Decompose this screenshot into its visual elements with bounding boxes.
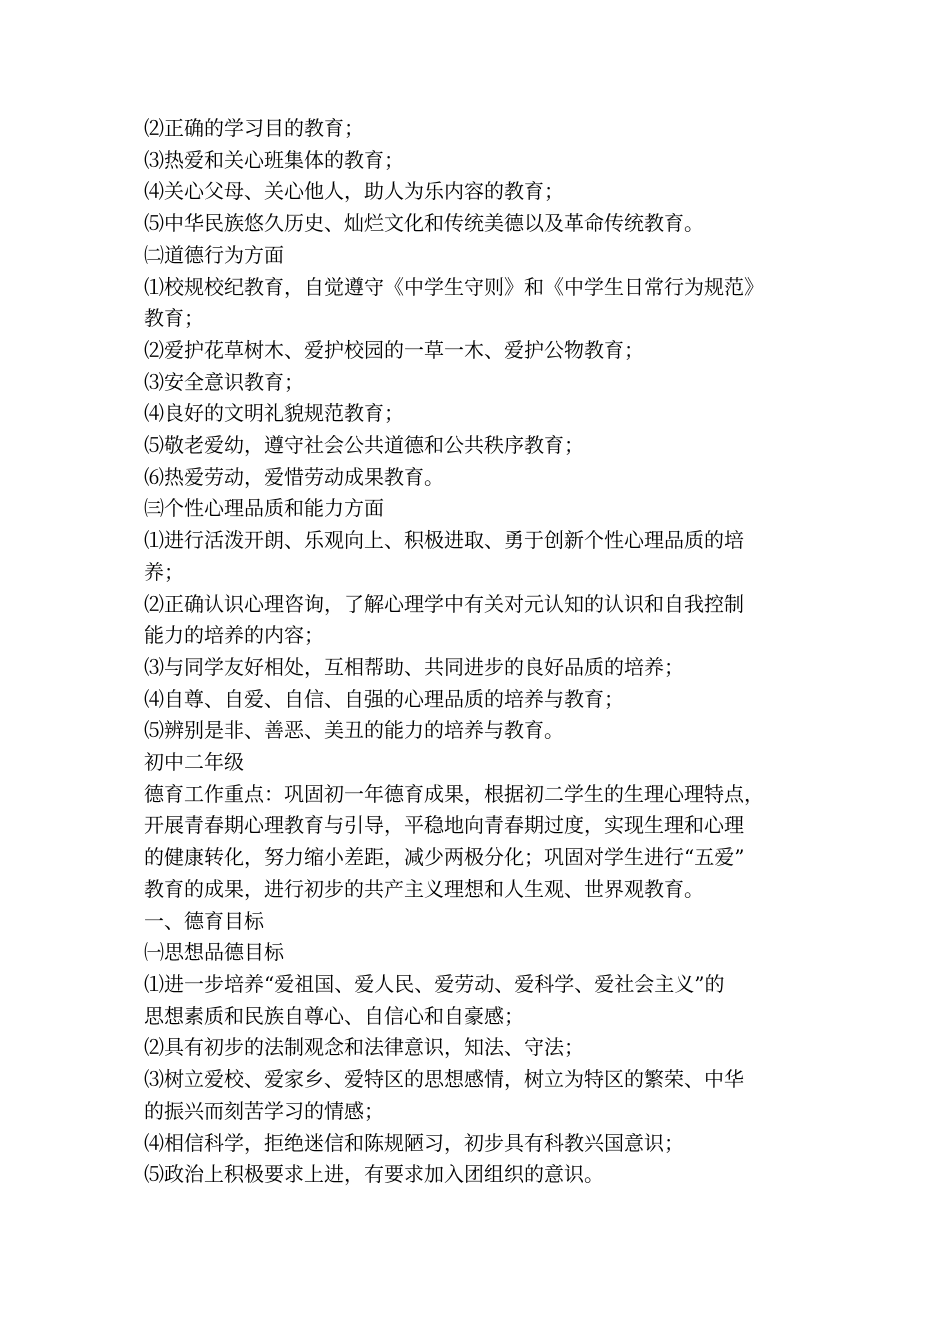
text-line: ⑵爱护花草树木、爱护校园的一草一木、爱护公物教育；: [144, 337, 644, 362]
text-line: ⑶热爱和关心班集体的教育；: [144, 147, 404, 172]
text-line: ⑷关心父母、关心他人，助人为乐内容的教育；: [144, 179, 564, 204]
text-line: 教育的成果，进行初步的共产主义理想和人生观、世界观教育。: [144, 876, 704, 901]
grade-heading: 初中二年级: [144, 750, 244, 775]
text-line: ⑶与同学友好相处，互相帮助、共同进步的良好品质的培养；: [144, 654, 684, 679]
text-line: ⑹热爱劳动，爱惜劳动成果教育。: [144, 464, 444, 489]
text-line: 的健康转化，努力缩小差距，减少两极分化；巩固对学生进行“五爱”: [144, 845, 745, 870]
text-line: ⑸辨别是非、善恶、美丑的能力的培养与教育。: [144, 718, 564, 743]
text-line: ⑵具有初步的法制观念和法律意识，知法、守法；: [144, 1035, 584, 1060]
text-line: 教育；: [144, 306, 204, 331]
text-line: ⑴进行活泼开朗、乐观向上、积极进取、勇于创新个性心理品质的培: [144, 528, 744, 553]
section-heading: ㈢个性心理品质和能力方面: [144, 496, 384, 521]
text-line: 养；: [144, 559, 184, 584]
text-line: ⑸政治上积极要求上进，有要求加入团组织的意识。: [144, 1162, 604, 1187]
text-line: 开展青春期心理教育与引导，平稳地向青春期过度，实现生理和心理: [144, 813, 744, 838]
text-line: ⑸敬老爱幼，遵守社会公共道德和公共秩序教育；: [144, 433, 584, 458]
text-line: 能力的培养的内容；: [144, 623, 324, 648]
text-line: ⑴校规校纪教育，自觉遵守《中学生守则》和《中学生日常行为规范》: [144, 274, 764, 299]
text-line: ⑵正确认识心理咨询，了解心理学中有关对元认知的认识和自我控制: [144, 591, 744, 616]
text-line: 思想素质和民族自尊心、自信心和自豪感；: [144, 1003, 524, 1028]
section-heading: ㈠思想品德目标: [144, 940, 284, 965]
text-line: ⑴进一步培养“爱祖国、爱人民、爱劳动、爱科学、爱社会主义”的: [144, 971, 725, 996]
text-line: ⑶树立爱校、爱家乡、爱特区的思想感情，树立为特区的繁荣、中华: [144, 1067, 744, 1092]
text-line: ⑷相信科学，拒绝迷信和陈规陋习，初步具有科教兴国意识；: [144, 1130, 684, 1155]
section-heading: ㈡道德行为方面: [144, 242, 284, 267]
text-line: ⑵正确的学习目的教育；: [144, 116, 364, 140]
text-line: ⑷自尊、自爱、自信、自强的心理品质的培养与教育；: [144, 686, 624, 711]
text-line: 德育工作重点：巩固初一年德育成果，根据初二学生的生理心理特点，: [144, 781, 764, 806]
text-line: ⑷良好的文明礼貌规范教育；: [144, 401, 404, 426]
section-heading: 一、德育目标: [144, 908, 264, 933]
text-line: 的振兴而刻苦学习的情感；: [144, 1098, 384, 1123]
text-line: ⑶安全意识教育；: [144, 369, 304, 394]
text-line: ⑸中华民族悠久历史、灿烂文化和传统美德以及革命传统教育。: [144, 211, 704, 236]
document-body: [144, 113, 814, 1191]
